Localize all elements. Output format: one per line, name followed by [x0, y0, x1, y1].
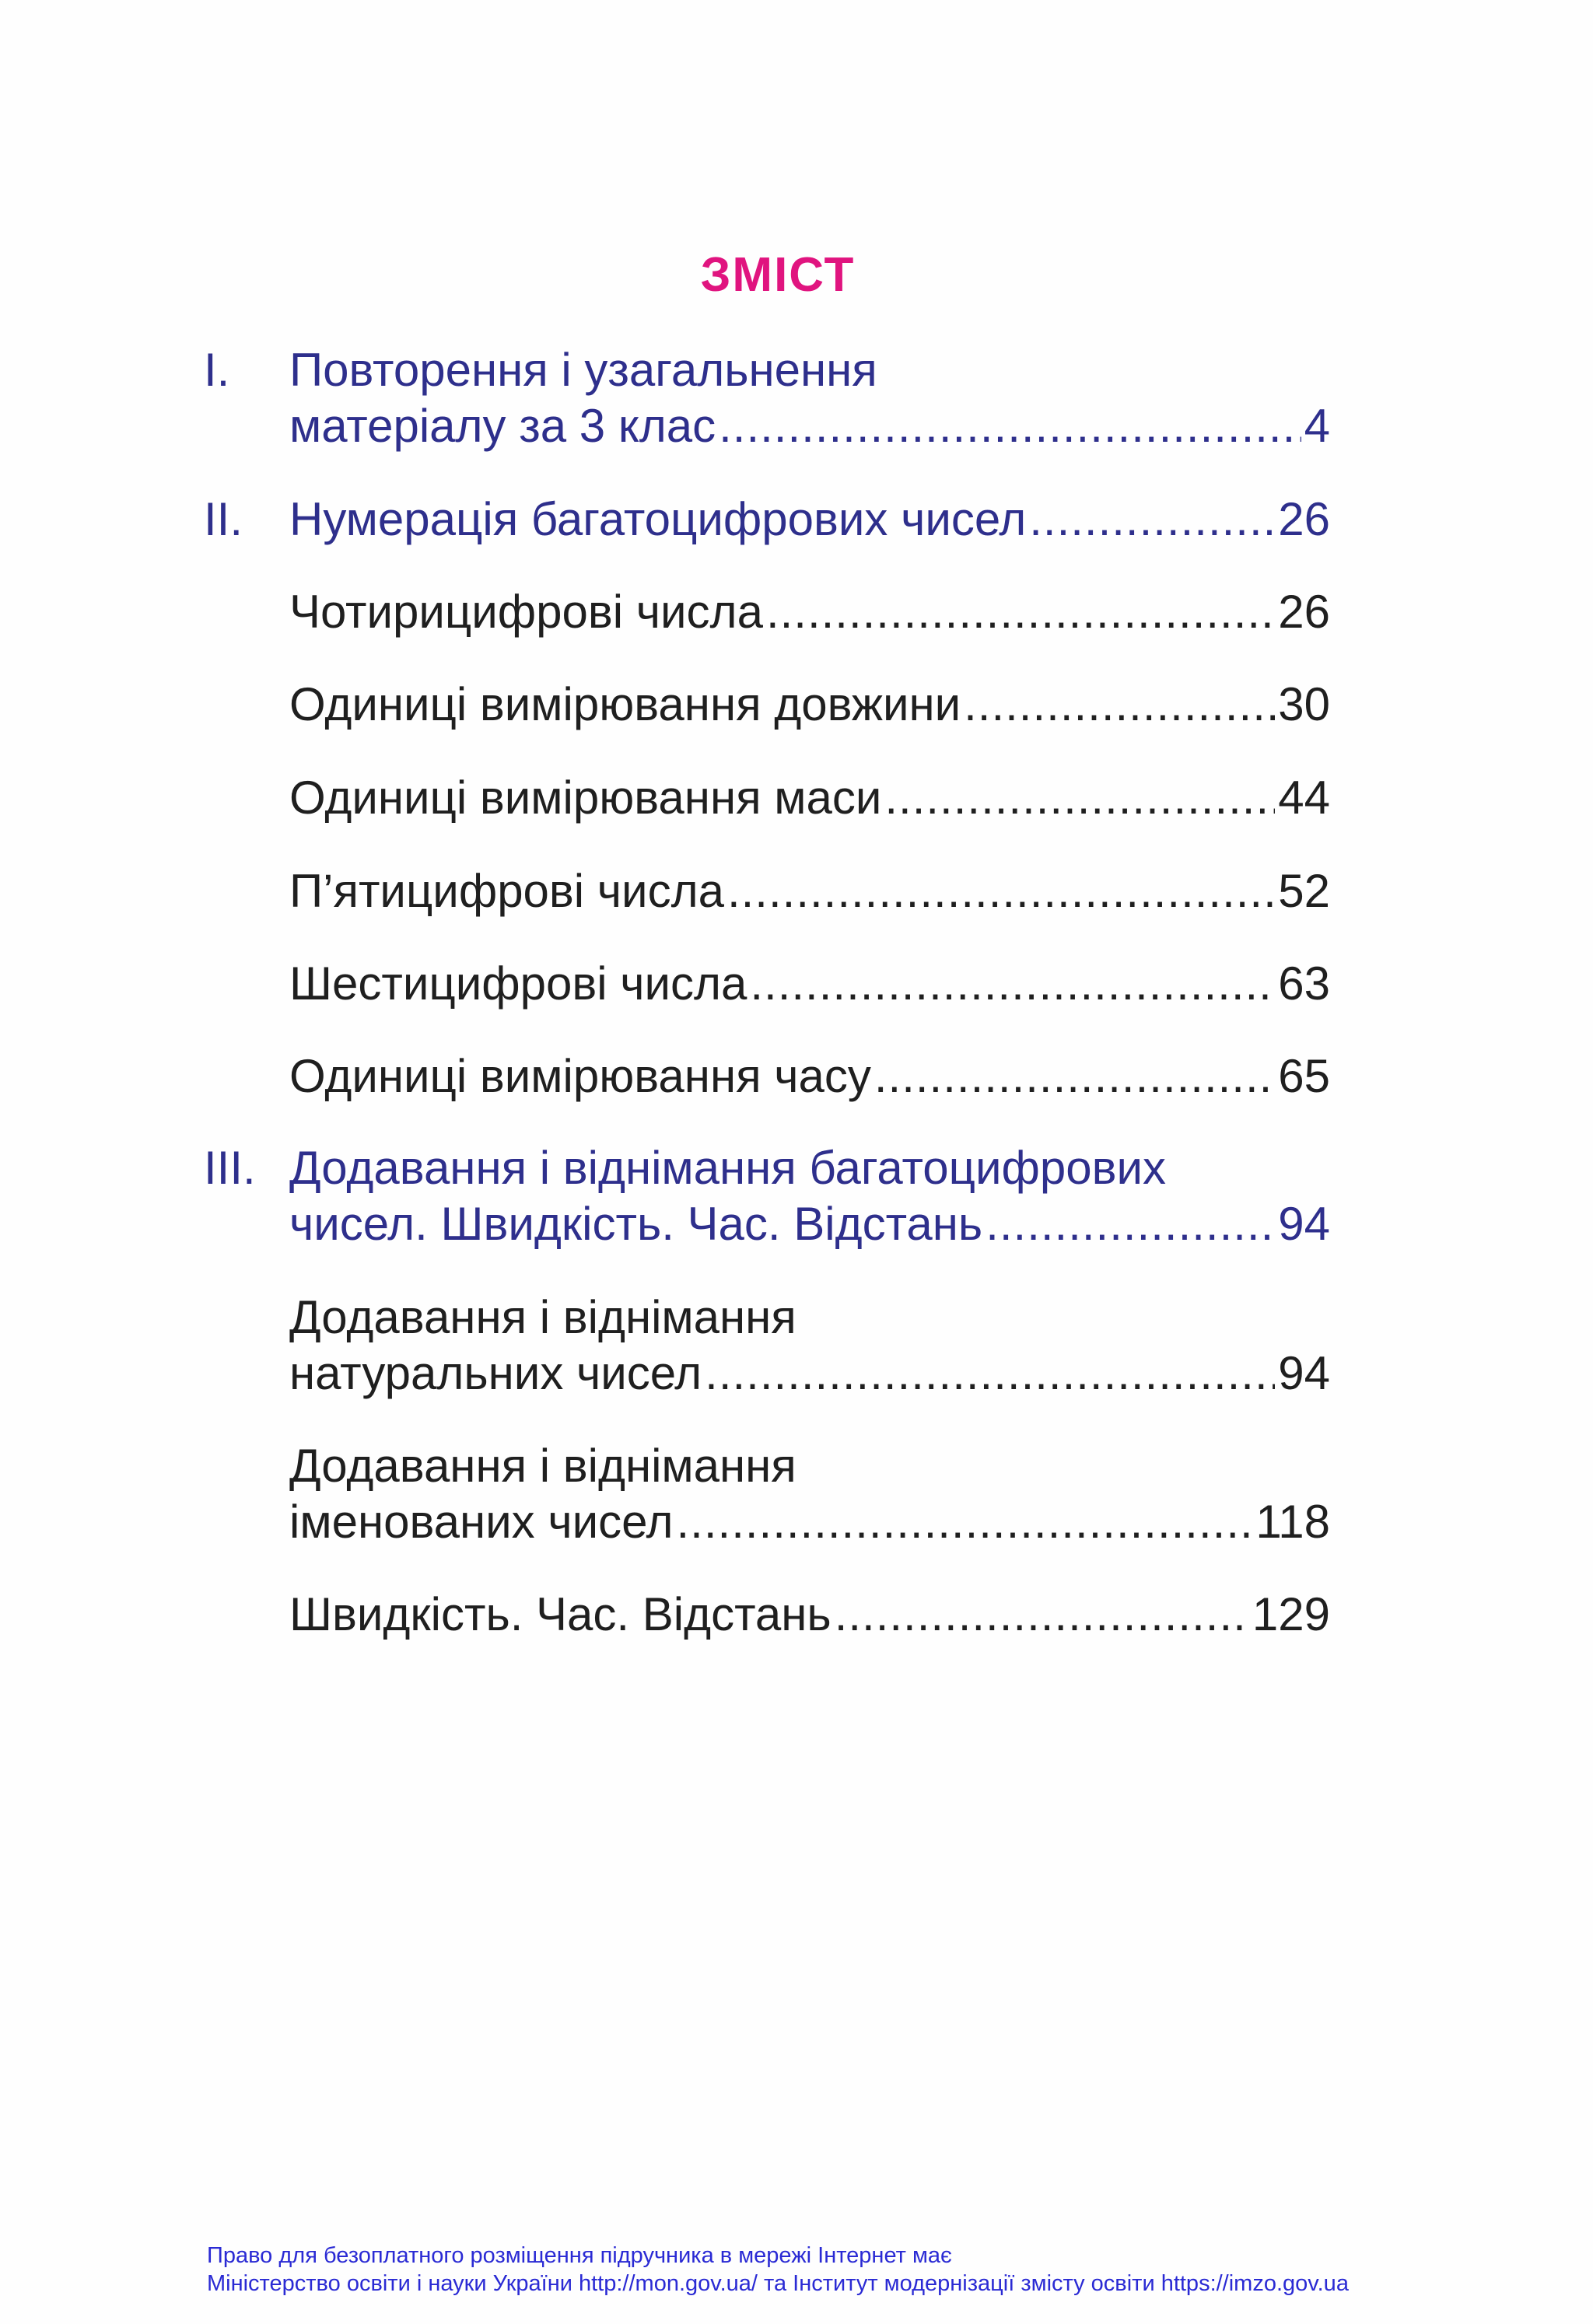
toc-section-2-2[interactable]: [204, 677, 1330, 733]
toc-section-2-4[interactable]: [204, 863, 1330, 919]
toc-chapter-2[interactable]: [204, 492, 1330, 548]
dot-leader: [705, 1346, 1275, 1402]
dot-leader: [986, 1196, 1275, 1252]
section-title-line1: Додавання і віднімання: [289, 1440, 796, 1492]
section-title: Одиниці вимірювання довжини: [289, 678, 961, 730]
toc-section-2-3[interactable]: [204, 770, 1330, 826]
section-title: Швидкість. Час. Відстань: [289, 1588, 832, 1640]
footer-line1: Право для безоплатного розміщення підручника в мережі Інтернет має: [207, 2243, 952, 2268]
page-number: 65: [1278, 1050, 1330, 1102]
footer-line2: Міністерство освіти і науки України http://mon.gov.ua/ та Інститут модернізації змісту освіти https://imzo.gov.ua: [207, 2271, 1349, 2296]
section-title: Чотирицифрові числа: [289, 586, 763, 638]
toc-chapter-1[interactable]: [204, 342, 1330, 454]
page-number: 30: [1278, 678, 1330, 730]
page-number: 94: [1278, 1198, 1330, 1250]
page-number: 26: [1278, 493, 1330, 545]
chapter-title-line2: матеріалу за 3 клас: [289, 400, 716, 452]
page-number: 26: [1278, 586, 1330, 638]
dot-leader: [874, 1048, 1275, 1104]
chapter-title-line2: чисел. Швидкість. Час. Відстань: [289, 1198, 983, 1250]
dot-leader: [835, 1587, 1249, 1643]
page-number: 44: [1278, 772, 1330, 824]
chapter-title-line1: Повторення і узагальнення: [289, 344, 877, 396]
dot-leader: [964, 677, 1275, 733]
chapter-number: III.: [204, 1142, 256, 1194]
chapter-number: I.: [204, 344, 230, 396]
page-number: 118: [1255, 1496, 1330, 1548]
toc-section-2-6[interactable]: [204, 1048, 1330, 1104]
page-number: 129: [1252, 1588, 1330, 1640]
page-title: ЗМІСТ: [700, 248, 856, 302]
page-number: 52: [1278, 865, 1330, 917]
dot-leader: [884, 770, 1275, 826]
toc-section-2-1[interactable]: [204, 584, 1330, 640]
section-title-line1: Додавання і віднімання: [289, 1291, 796, 1343]
chapter-title: Нумерація багатоцифрових чисел: [289, 493, 1027, 545]
toc-chapter-3[interactable]: [204, 1140, 1330, 1252]
dot-leader: [677, 1494, 1253, 1550]
section-title: Шестицифрові числа: [289, 957, 747, 1010]
page-number: 94: [1278, 1347, 1330, 1399]
toc-section-2-5[interactable]: [204, 956, 1330, 1012]
page-number: 63: [1278, 957, 1330, 1010]
copyright-footer: [207, 2242, 1349, 2298]
section-title: Одиниці вимірювання часу: [289, 1050, 871, 1102]
dot-leader: [766, 584, 1275, 640]
dot-leader: [1029, 492, 1275, 548]
section-title-line2: натуральних чисел: [289, 1347, 702, 1399]
dot-leader: [719, 398, 1301, 454]
toc-section-3-1[interactable]: [204, 1290, 1330, 1402]
dot-leader: [750, 956, 1275, 1012]
section-title-line2: іменованих чисел: [289, 1496, 674, 1548]
section-title: П’ятицифрові числа: [289, 865, 724, 917]
dot-leader: [727, 863, 1275, 919]
chapter-title-line1: Додавання і віднімання багатоцифрових: [289, 1142, 1166, 1194]
toc-section-3-2[interactable]: [204, 1438, 1330, 1550]
toc-section-3-3[interactable]: [204, 1587, 1330, 1643]
chapter-number: II.: [204, 493, 243, 545]
section-title: Одиниці вимірювання маси: [289, 772, 882, 824]
page-number: 4: [1304, 400, 1330, 452]
